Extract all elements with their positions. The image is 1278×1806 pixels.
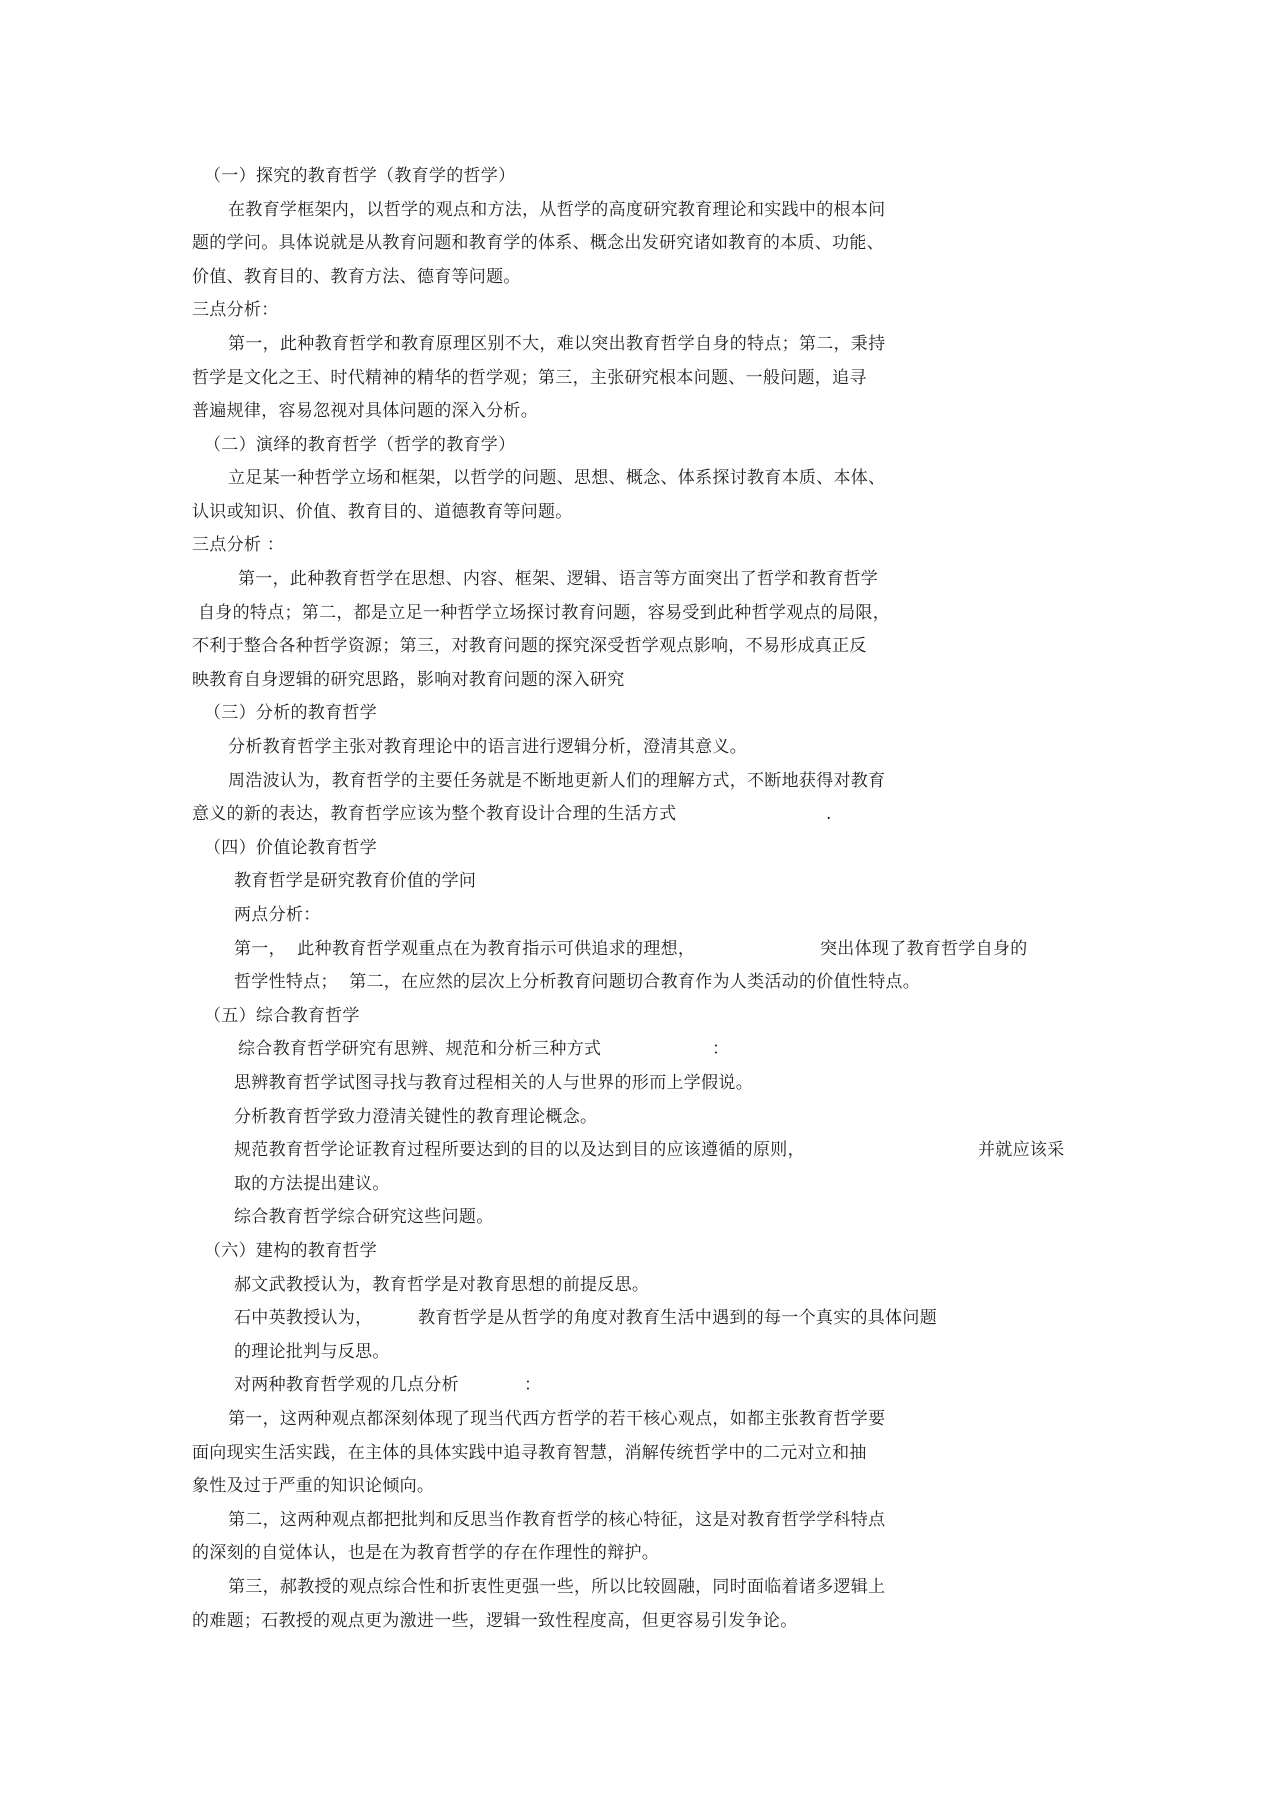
section-heading-6: （六）建构的教育哲学 bbox=[204, 1241, 377, 1261]
section-heading-2: （二）演绎的教育哲学（哲学的教育学） bbox=[204, 435, 516, 455]
paragraph-line: 认识或知识、价值、教育目的、道德教育等问题。 bbox=[192, 502, 573, 522]
paragraph-line: 的深刻的自觉体认，也是在为教育哲学的存在作理性的辩护。 bbox=[192, 1543, 660, 1563]
paragraph-line: 普遍规律，容易忽视对具体问题的深入分析。 bbox=[192, 401, 538, 421]
subheading: 三点分析： bbox=[192, 300, 279, 320]
paragraph-line: 价值、教育目的、教育方法、德育等问题。 bbox=[192, 267, 521, 287]
paragraph-line: 立足某一种哲学立场和框架，以哲学的问题、思想、概念、体系探讨教育本质、本体、 bbox=[228, 468, 886, 488]
paragraph-line: 综合教育哲学综合研究这些问题。 bbox=[234, 1207, 494, 1227]
paragraph-line: 意义的新的表达，教育哲学应该为整个教育设计合理的生活方式 bbox=[192, 804, 677, 824]
paragraph-line: 象性及过于严重的知识论倾向。 bbox=[192, 1476, 435, 1496]
subheading: 两点分析： bbox=[234, 905, 321, 925]
paragraph-line: 思辨教育哲学试图寻找与教育过程相关的人与世界的形而上学假说。 bbox=[234, 1073, 753, 1093]
paragraph-line: 自身的特点；第二，都是立足一种哲学立场探讨教育问题，容易受到此种哲学观点的局限， bbox=[198, 603, 890, 623]
paragraph-line: 映教育自身逻辑的研究思路，影响对教育问题的深入研究 bbox=[192, 670, 625, 690]
colon: ： bbox=[712, 1039, 730, 1059]
paragraph-line: 教育哲学是研究教育价值的学问 bbox=[234, 871, 477, 891]
section-heading-3: （三）分析的教育哲学 bbox=[204, 703, 377, 723]
subheading: 对两种教育哲学观的几点分析 bbox=[234, 1375, 459, 1395]
paragraph-line: 第二，这两种观点都把批判和反思当作教育哲学的核心特征，这是对教育哲学学科特点 bbox=[228, 1510, 886, 1530]
paragraph-line: 的理论批判与反思。 bbox=[234, 1342, 390, 1362]
paragraph-line: 突出体现了教育哲学自身的 bbox=[820, 939, 1028, 959]
paragraph-line: 第一， 此种教育哲学观重点在为教育指示可供追求的理想， bbox=[234, 939, 696, 959]
colon: ： bbox=[524, 1375, 542, 1395]
paragraph-line: 教育哲学是从哲学的角度对教育生活中遇到的每一个真实的具体问题 bbox=[418, 1308, 937, 1328]
paragraph-line: 并就应该采 bbox=[978, 1140, 1065, 1160]
paragraph-line: 分析教育哲学致力澄清关键性的教育理论概念。 bbox=[234, 1107, 598, 1127]
paragraph-line: 郝文武教授认为，教育哲学是对教育思想的前提反思。 bbox=[234, 1275, 650, 1295]
paragraph-line: 取的方法提出建议。 bbox=[234, 1174, 390, 1194]
paragraph-line: 第一，此种教育哲学在思想、内容、框架、逻辑、语言等方面突出了哲学和教育哲学 bbox=[238, 569, 879, 589]
paragraph-line: 分析教育哲学主张对教育理论中的语言进行逻辑分析，澄清其意义。 bbox=[228, 737, 747, 757]
paragraph-line: 石中英教授认为， bbox=[234, 1308, 373, 1328]
section-heading-5: （五）综合教育哲学 bbox=[204, 1006, 360, 1026]
trailing-period: . bbox=[826, 804, 832, 824]
paragraph-line: 第一，这两种观点都深刻体现了现当代西方哲学的若干核心观点，如都主张教育哲学要 bbox=[228, 1409, 886, 1429]
paragraph-line: 面向现实生活实践，在主体的具体实践中追寻教育智慧，消解传统哲学中的二元对立和抽 bbox=[192, 1443, 867, 1463]
paragraph-line: 哲学是文化之王、时代精神的精华的哲学观；第三，主张研究根本问题、一般问题，追寻 bbox=[192, 368, 867, 388]
section-heading-1: （一）探究的教育哲学（教育学的哲学） bbox=[204, 166, 516, 186]
paragraph-line: 周浩波认为，教育哲学的主要任务就是不断地更新人们的理解方式，不断地获得对教育 bbox=[228, 771, 886, 791]
section-heading-4: （四）价值论教育哲学 bbox=[204, 838, 377, 858]
paragraph-line: 的难题；石教授的观点更为激进一些，逻辑一致性程度高，但更容易引发争论。 bbox=[192, 1611, 798, 1631]
subheading: 三点分析 ： bbox=[192, 535, 285, 555]
paragraph-line: 规范教育哲学论证教育过程所要达到的目的以及达到目的应该遵循的原则， bbox=[234, 1140, 805, 1160]
paragraph-line: 综合教育哲学研究有思辨、规范和分析三种方式 bbox=[238, 1039, 602, 1059]
paragraph-line: 第三，郝教授的观点综合性和折衷性更强一些，所以比较圆融，同时面临着诸多逻辑上 bbox=[228, 1577, 886, 1597]
paragraph-line: 在教育学框架内，以哲学的观点和方法，从哲学的高度研究教育理论和实践中的根本问 bbox=[228, 200, 886, 220]
paragraph-line: 哲学性特点； 第二，在应然的层次上分析教育问题切合教育作为人类活动的价值性特点。 bbox=[234, 972, 921, 992]
paragraph-line: 不利于整合各种哲学资源；第三，对教育问题的探究深受哲学观点影响，不易形成真正反 bbox=[192, 636, 867, 656]
paragraph-line: 题的学问。具体说就是从教育问题和教育学的体系、概念出发研究诸如教育的本质、功能、 bbox=[192, 233, 884, 253]
paragraph-line: 第一，此种教育哲学和教育原理区别不大，难以突出教育哲学自身的特点；第二，秉持 bbox=[228, 334, 886, 354]
